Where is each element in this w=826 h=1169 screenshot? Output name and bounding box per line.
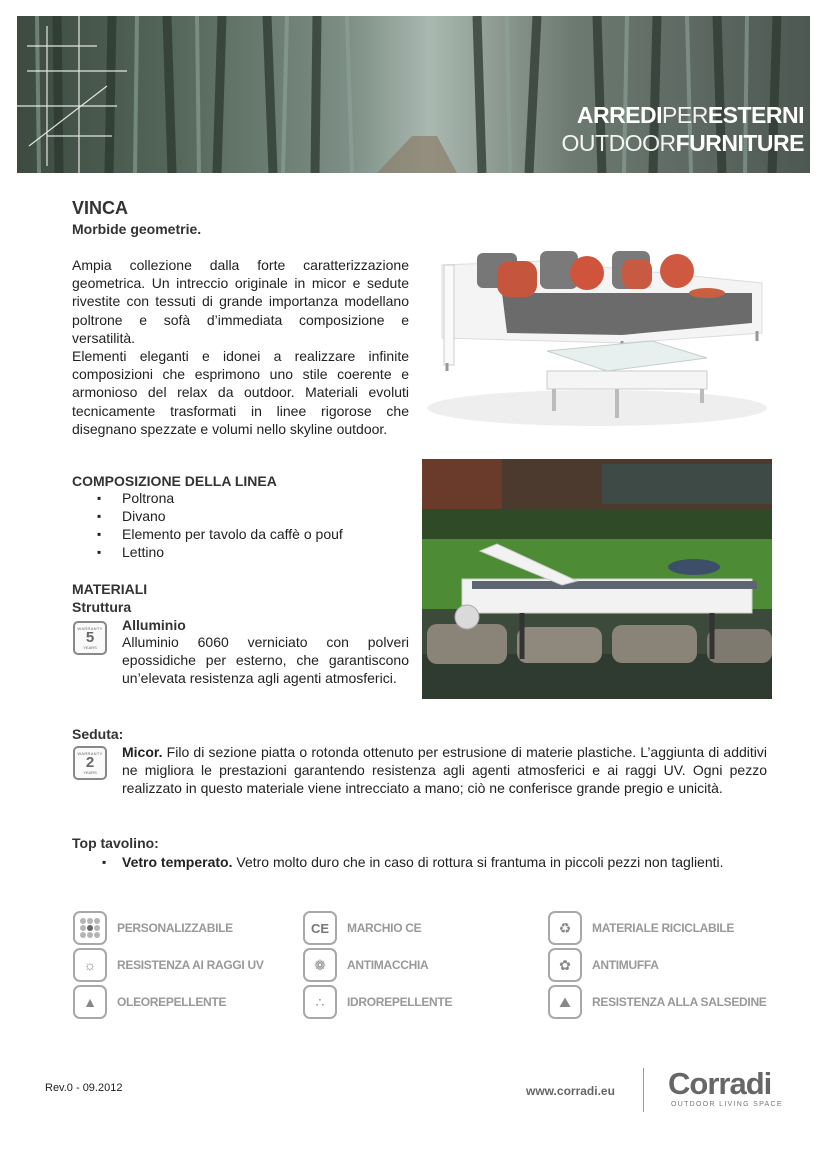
seat-material-name: Micor.: [122, 744, 163, 760]
sun-uv-icon: ☼: [73, 948, 107, 982]
mold-icon: ✿: [548, 948, 582, 982]
product-description: [72, 256, 409, 438]
top-material-name: Vetro temperato.: [122, 854, 233, 870]
water-drops-icon: ∴: [303, 985, 337, 1019]
revision-label: Rev.0 - 09.2012: [45, 1082, 123, 1094]
banner-title-italian: ARREDIPERESTERNI: [576, 102, 804, 128]
brand-tagline: OUTDOOR LIVING SPACE: [671, 1101, 783, 1108]
top-label: Top tavolino:: [72, 835, 159, 851]
materials-heading: MATERIALI: [72, 581, 148, 597]
recycle-icon: ♻: [548, 911, 582, 945]
composition-heading: COMPOSIZIONE DELLA LINEA: [72, 473, 277, 489]
list-item: ▪ Divano: [72, 507, 412, 525]
feature-anti-stain: ❁ ANTIMACCHIA: [303, 948, 428, 982]
composition-list: [72, 489, 412, 561]
composition-section: [72, 473, 412, 561]
feature-salt-resistance: ⛰ RESISTENZA ALLA SALSEDINE: [548, 985, 767, 1019]
description-paragraph: Ampia collezione dalla forte caratterizzazione geometrica. Un intreccio originale in micor e sedute rivestite con tessuti di grande importanza modellano poltrone e sofà d’immediata composizione e versatilità.: [72, 257, 409, 346]
list-item: ▪ Poltrona: [72, 489, 412, 507]
dots-grid-icon: [73, 911, 107, 945]
feature-customizable: PERSONALIZZABILE: [73, 911, 233, 945]
feature-water-repellent: ∴ IDROREPELLENTE: [303, 985, 452, 1019]
sofa-photo: [422, 223, 772, 433]
feature-oil-repellent: ▲ OLEOREPELLENTE: [73, 985, 226, 1019]
header-banner: [17, 16, 810, 173]
product-tagline: Morbide geometrie.: [72, 221, 202, 237]
salt-icon: ⛰: [548, 985, 582, 1019]
seat-material: [122, 743, 767, 798]
structure-material: [122, 617, 409, 688]
brand-logo: Corradi: [668, 1066, 772, 1101]
description-paragraph: Elementi eleganti e idonei a realizzare infinite composizioni che esprimono uno stile coerente e armonioso del relax da outdoor. Materiali evoluti tecnicamente trasformati in linee rigorose che disegnano spezzate e volumi nello skyline outdoor.: [72, 348, 409, 437]
feature-recyclable: ♻ MATERIALE RICICLABILE: [548, 911, 734, 945]
oil-drop-icon: ▲: [73, 985, 107, 1019]
list-item: ▪ Elemento per tavolo da caffè o pouf: [72, 525, 412, 543]
stain-icon: ❁: [303, 948, 337, 982]
ce-mark-icon: CE: [303, 911, 337, 945]
feature-anti-mold: ✿ ANTIMUFFA: [548, 948, 659, 982]
feature-uv-resistance: ☼ RESISTENZA AI RAGGI UV: [73, 948, 264, 982]
banner-title-english: OUTDOORFURNITURE: [561, 130, 804, 156]
warranty-2-years-badge: WARRANTY 2 YEARS: [73, 746, 107, 780]
footer-divider: [643, 1068, 644, 1112]
product-name: VINCA: [72, 198, 129, 218]
lounger-photo: [422, 459, 772, 699]
top-material: ▪ Vetro temperato. Vetro molto duro che in caso di rottura si frantuma in piccoli pezzi non taglienti.: [102, 854, 724, 870]
list-item: ▪ Lettino: [72, 543, 412, 561]
seat-label: Seduta:: [72, 726, 124, 742]
structure-label: Struttura: [72, 599, 132, 615]
seat-material-text: Filo di sezione piatta o rotonda ottenuto per estrusione di materie plastiche. L’aggiunta di additivi ne migliora le prestazioni garantendo resistenza agli agenti atmosferici e ai raggi UV. Ogni pezzo realizzato in questo materiale viene intrecciato a mano; ciò ne conferisce grande pregio e unicità.: [122, 744, 768, 797]
website-link[interactable]: www.corradi.eu: [526, 1084, 615, 1098]
structure-material-text: Alluminio 6060 verniciato con polveri epossidiche per esterno, che garantiscono un’elevata resistenza agli agenti atmosferici.: [122, 634, 409, 687]
warranty-5-years-badge: WARRANTY 5 YEARS: [73, 621, 107, 655]
top-material-text: Vetro molto duro che in caso di rottura si frantuma in piccoli pezzi non taglienti.: [236, 854, 724, 870]
structure-material-name: Alluminio: [122, 617, 186, 633]
feature-ce-mark: CE MARCHIO CE: [303, 911, 421, 945]
